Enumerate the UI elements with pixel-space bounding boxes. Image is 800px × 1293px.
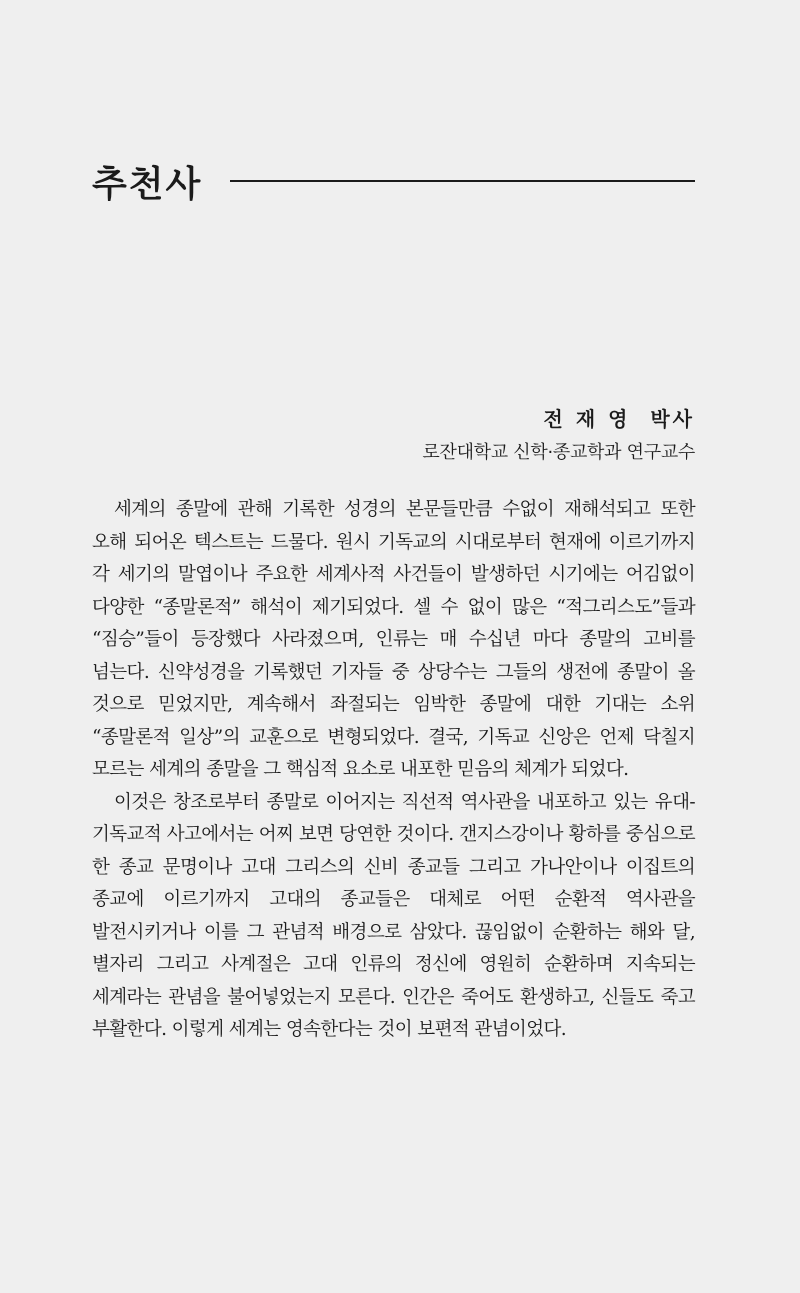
body-paragraph: 세계의 종말에 관해 기록한 성경의 본문들만큼 수없이 재해석되고 또한 오해 되어온 텍스트는 드물다. 원시 기독교의 시대로부터 현재에 이르기까지 각 세기의 말엽이나 주요한 세계사적 사건들이 발생하던 시기에는 어김없이 다양한 “종말론적” 해석이 제기되었다. 셀 수 없이 많은 “적그리스도”들과 “짐승”들이 등장했다 사라졌으며, 인류는 매 수십년 마다 종말의 고비를 넘는다. 신약성경을 기록했던 기자들 중 상당수는 그들의 생전에 종말이 올 것으로 믿었지만, 계속해서 좌절되는 임박한 종말에 대한 기대는 소위 “종말론적 일상”의 교훈으로 변형되었다. 결국, 기독교 신앙은 언제 닥칠지 모르는 세계의 종말을 그 핵심적 요소로 내포한 믿음의 체계가 되었다. — [92, 499, 695, 780]
author-name: 전 재 영 박사 — [543, 407, 695, 431]
author-affiliation: 로잔대학교 신학·종교학과 연구교수 — [422, 442, 695, 463]
author-block — [422, 404, 695, 468]
chapter-heading — [92, 156, 695, 206]
title-divider-rule — [230, 180, 695, 182]
body-paragraph: 이것은 창조로부터 종말로 이어지는 직선적 역사관을 내포하고 있는 유대-기독교적 사고에서는 어찌 보면 당연한 것이다. 갠지스강이나 황하를 중심으로 한 종교 문명이나 고대 그리스의 신비 종교들 그리고 가나안이나 이집트의 종교에 이르기까지 고대의 종교들은 대체로 어떤 순환적 역사관을 발전시키거나 이를 그 관념적 배경으로 삼았다. 끊임없이 순환하는 해와 달, 별자리 그리고 사계절은 고대 인류의 정신에 영원히 순환하며 지속되는 세계라는 관념을 불어넣었는지 모른다. 인간은 죽어도 환생하고, 신들도 죽고 부활한다. 이렇게 세계는 영속한다는 것이 보편적 관념이었다. — [92, 791, 695, 1040]
body-text — [92, 494, 695, 1047]
chapter-title: 추천사 — [92, 162, 203, 205]
